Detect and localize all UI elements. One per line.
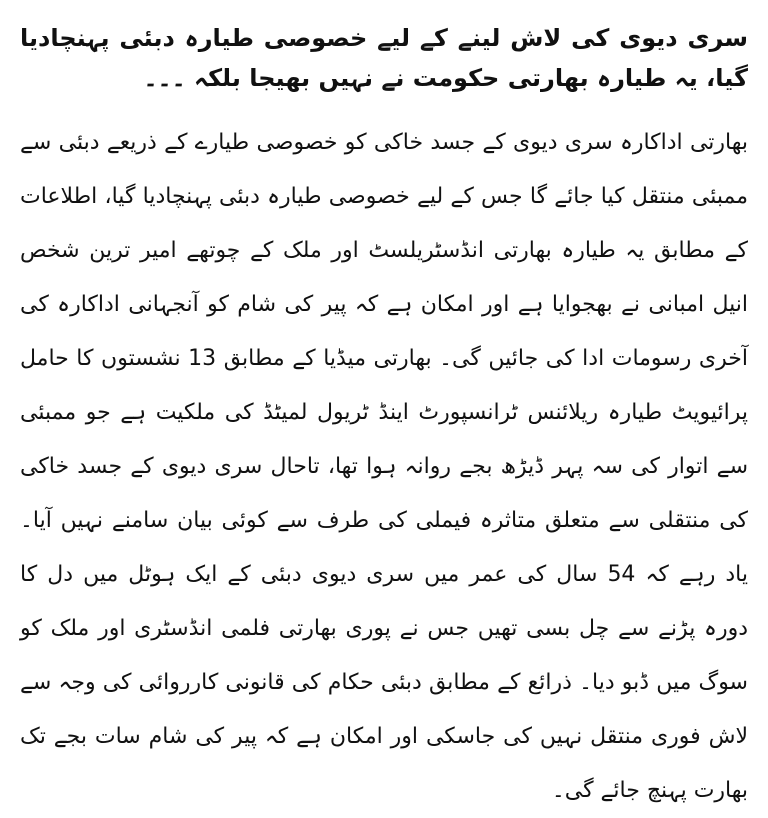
article-body: بھارتی اداکارہ سری دیوی کے جسد خاکی کو خصوصی طیارے کے ذریعے دبئی سے ممبئی منتقل کیا جائے گا جس کے لیے خصوصی طیارہ دبئی پہنچادیا گیا، اطلاعات کے مطابق یہ طیارہ بھارتی انڈسٹریلسٹ اور ملک کے چوتھے امیر ترین شخص انیل امبانی نے بھجوایا ہے اور امکان ہے کہ پیر کی شام کو آنجہانی اداکارہ کی آخری رسومات ادا کی جائیں گی۔ بھارتی میڈیا کے مطابق 13 نشستوں کا حامل پرائیویٹ طیارہ ریلائنس ٹرانسپورٹ اینڈ ٹریول لمیٹڈ کی ملکیت ہے جو ممبئی سے اتوار کی سہ پہر ڈیڑھ بجے روانہ ہوا تھا، تاحال سری دیوی کے جسد خاکی کی منتقلی سے متعلق متاثرہ فیملی کی طرف سے کوئی بیان سامنے نہیں آیا۔ یاد رہے کہ 54 سال کی عمر میں سری دیوی دبئی کے ایک ہوٹل میں دل کا دورہ پڑنے سے چل بسی تھیں جس نے پوری بھارتی فلمی انڈسٹری اور ملک کو سوگ میں ڈبو دیا۔ ذرائع کے مطابق دبئی حکام کی قانونی کارروائی کی وجہ سے لاش فوری منتقل نہیں کی جاسکی اور امکان ہے کہ پیر کی شام سات بجے تک بھارت پہنچ جائے گی۔ (20, 130, 748, 803)
news-article (20, 18, 748, 818)
article-headline: سری دیوی کی لاش لینے کے لیے خصوصی طیارہ دبئی پہنچادیا گیا، یہ طیارہ بھارتی حکومت نے نہیں بھیجا بلکہ ۔۔۔ (20, 24, 748, 92)
